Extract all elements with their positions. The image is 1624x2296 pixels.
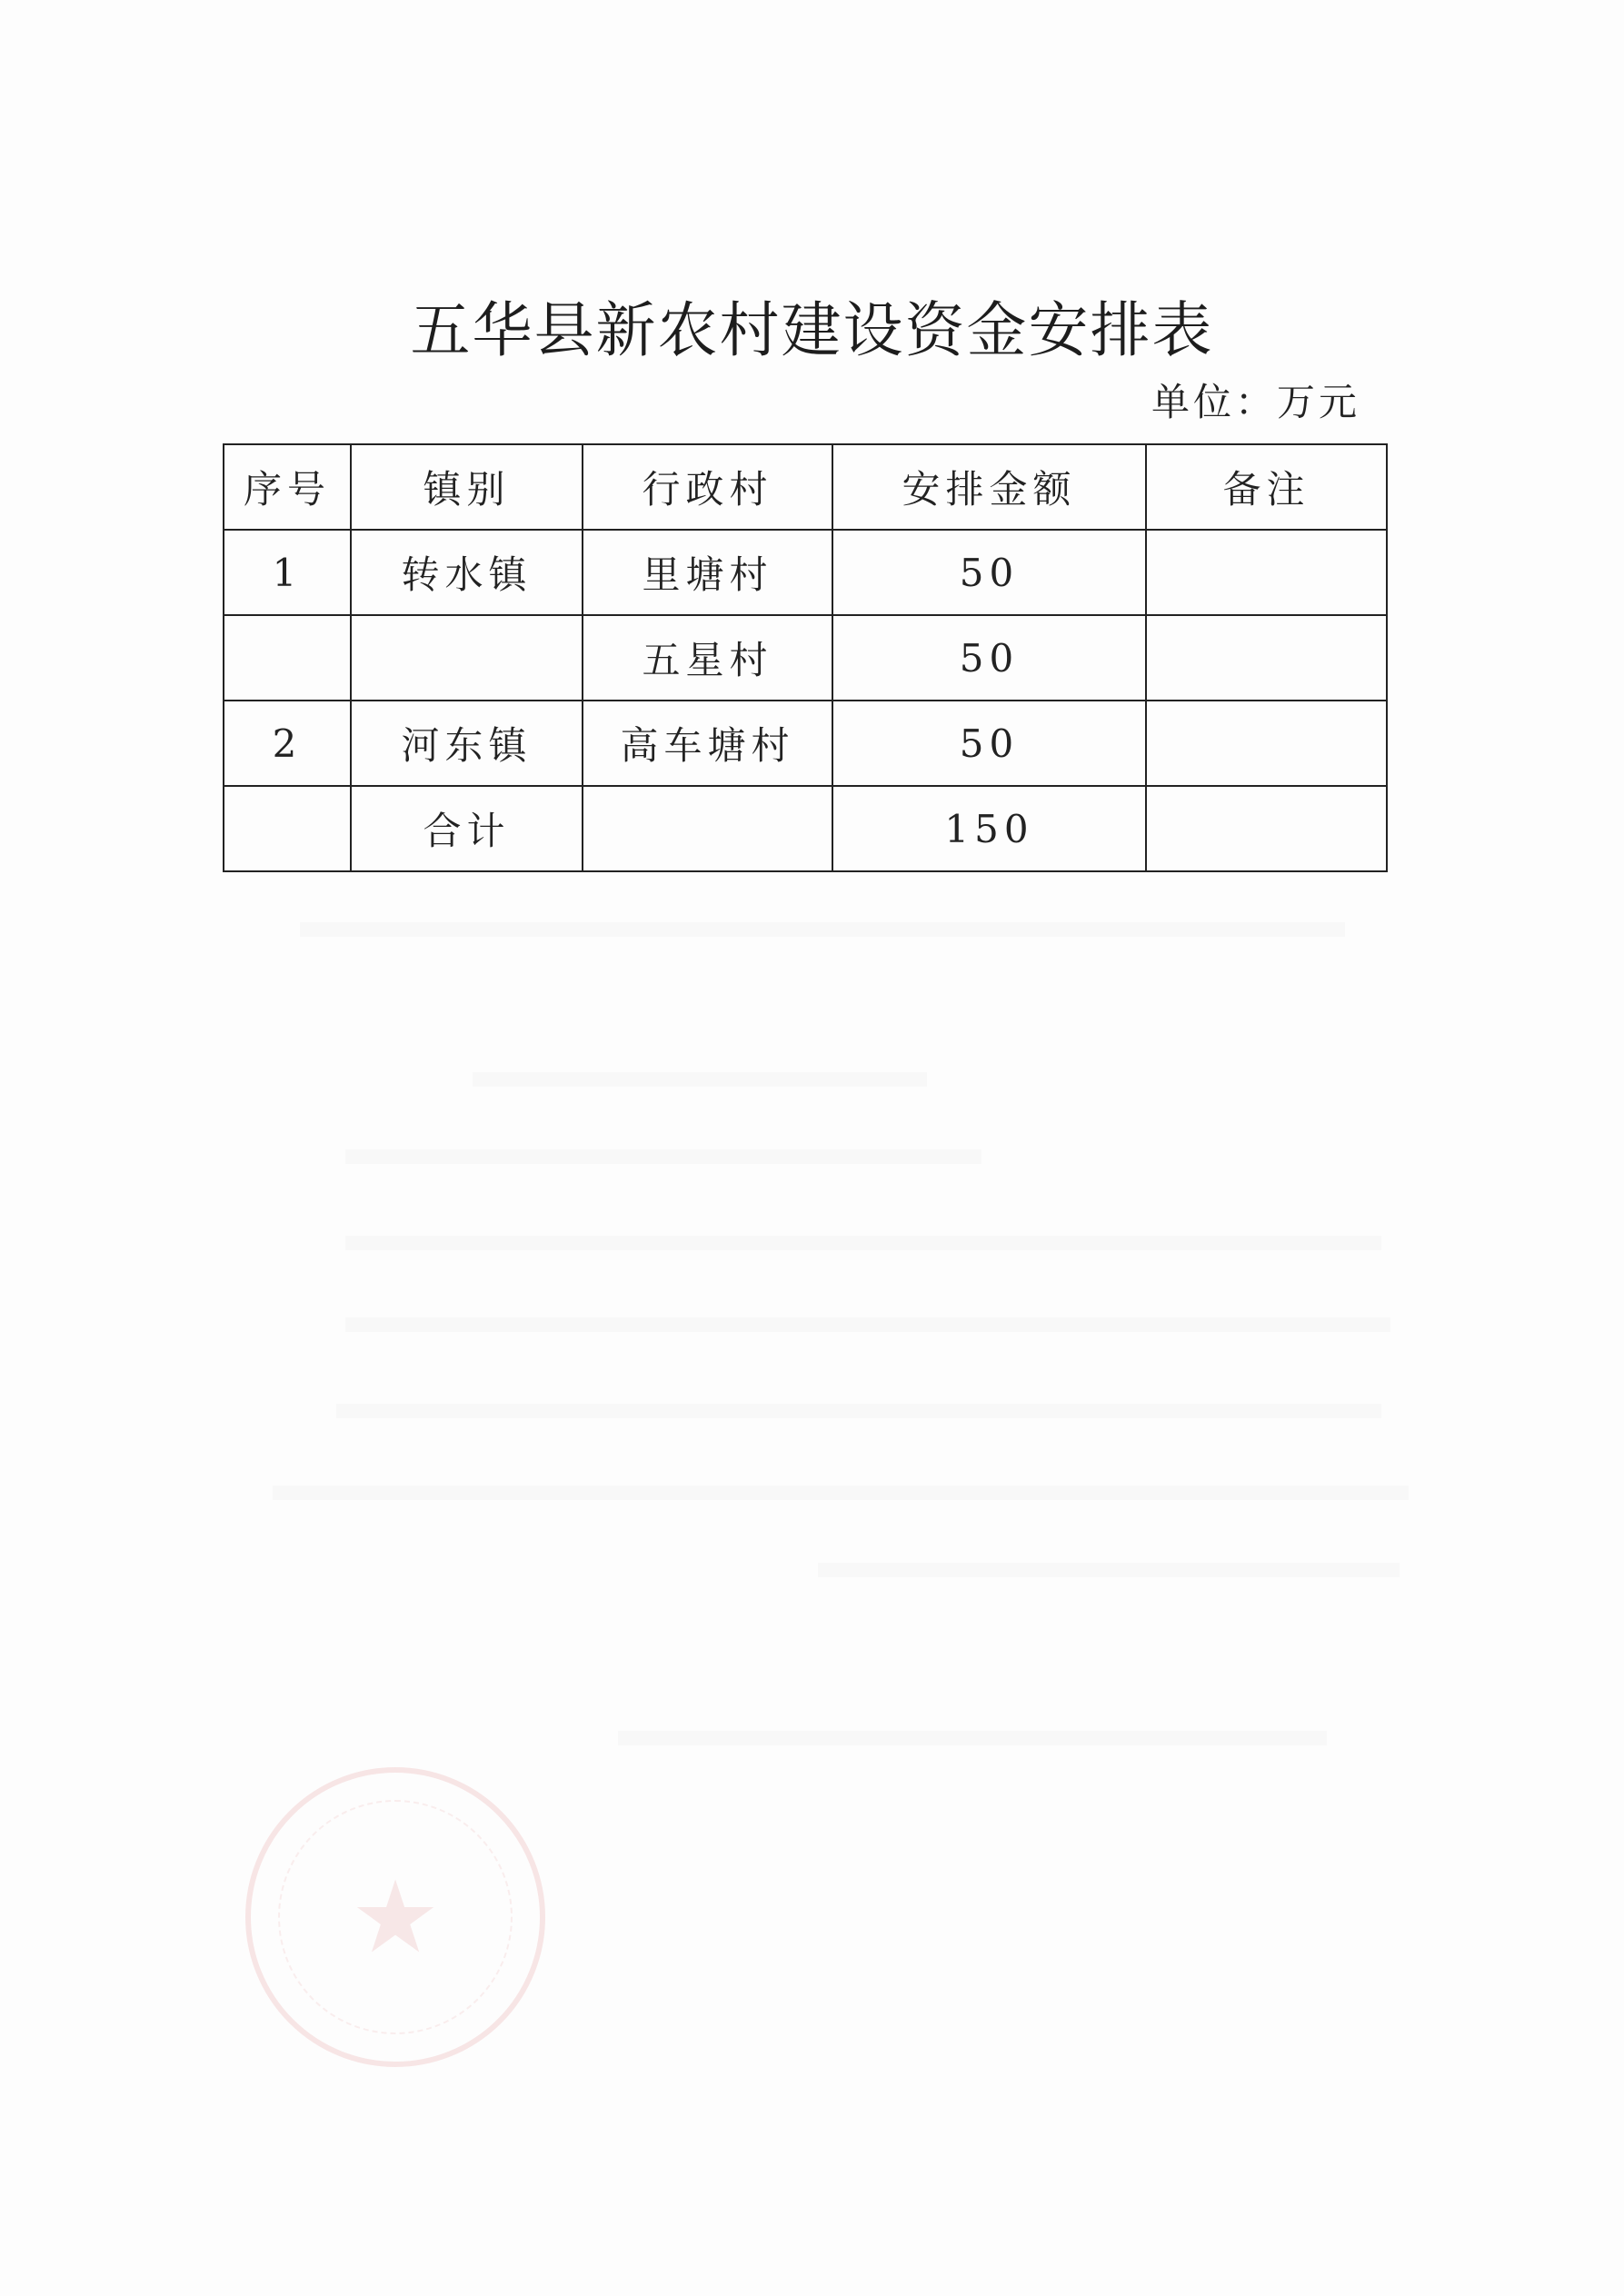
allocation-table	[223, 443, 1388, 872]
header-village: 行政村	[583, 444, 832, 530]
official-seal	[245, 1767, 545, 2067]
cell-town	[351, 615, 583, 701]
bleed-through-line	[618, 1731, 1327, 1745]
bleed-through-line	[336, 1404, 1381, 1418]
cell-village: 高车塘村	[583, 701, 832, 786]
cell-total-label: 合计	[351, 786, 583, 871]
bleed-through-line	[345, 1236, 1381, 1250]
cell-total-amount: 150	[832, 786, 1146, 871]
header-note: 备注	[1146, 444, 1387, 530]
cell-amount: 50	[832, 701, 1146, 786]
cell-note	[1146, 615, 1387, 701]
cell-index: 2	[224, 701, 351, 786]
cell-village	[583, 786, 832, 871]
cell-index	[224, 786, 351, 871]
cell-note	[1146, 530, 1387, 615]
header-town: 镇别	[351, 444, 583, 530]
cell-note	[1146, 786, 1387, 871]
cell-amount: 50	[832, 615, 1146, 701]
cell-village: 里塘村	[583, 530, 832, 615]
table-row	[224, 615, 1387, 701]
seal-star-icon: ★	[350, 1859, 441, 1975]
header-index: 序号	[224, 444, 351, 530]
cell-town: 河东镇	[351, 701, 583, 786]
cell-index: 1	[224, 530, 351, 615]
cell-note	[1146, 701, 1387, 786]
table-row	[224, 530, 1387, 615]
bleed-through-line	[273, 1486, 1409, 1500]
bleed-through-line	[300, 922, 1345, 937]
document-title: 五华县新农村建设资金安排表	[410, 295, 1214, 365]
table-header-row	[224, 444, 1387, 530]
table-row	[224, 701, 1387, 786]
cell-town: 转水镇	[351, 530, 583, 615]
unit-label: 单位：万元	[1151, 380, 1360, 424]
bleed-through-line	[818, 1563, 1400, 1577]
bleed-through-line	[345, 1149, 981, 1164]
table-total-row	[224, 786, 1387, 871]
header-amount: 安排金额	[832, 444, 1146, 530]
cell-index	[224, 615, 351, 701]
cell-amount: 50	[832, 530, 1146, 615]
cell-village: 五星村	[583, 615, 832, 701]
bleed-through-line	[345, 1317, 1390, 1332]
bleed-through-line	[473, 1072, 927, 1087]
